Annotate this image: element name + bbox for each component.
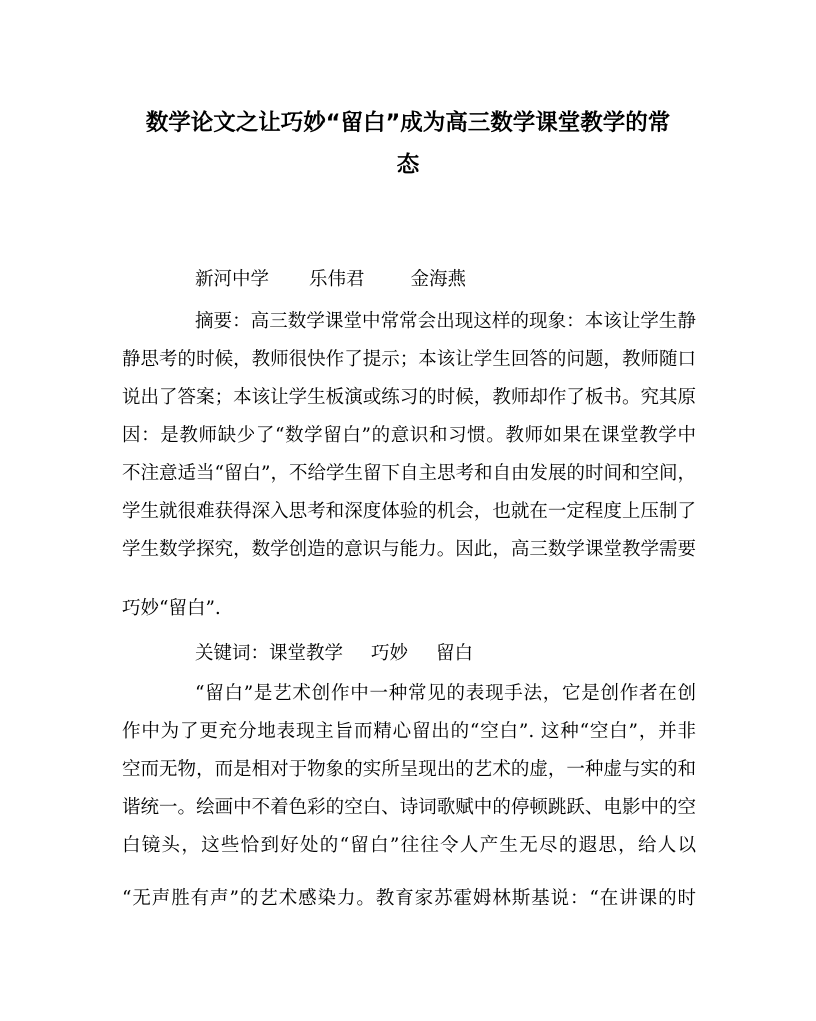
body-line: 谐统一。绘画中不着色彩的空白、诗词歌赋中的停顿跳跃、电影中的空 — [122, 797, 696, 818]
document-title-line-1: 数学论文之让巧妙“留白”成为高三数学课堂教学的常 — [145, 110, 671, 136]
abstract-line: 学生就很难获得深入思考和深度体验的机会，也就在一定程度上压制了 — [122, 501, 696, 522]
abstract-line: 因：是教师缺少了“数学留白”的意识和习惯。教师如果在课堂教学中 — [122, 425, 696, 446]
abstract-line: 摘要：高三数学课堂中常常会出现这样的现象：本该让学生静 — [195, 311, 696, 332]
body-line: 空而无物，而是相对于物象的实所呈现出的艺术的虚，一种虚与实的和 — [122, 759, 696, 780]
abstract-line: 说出了答案；本该让学生板演或练习的时候，教师却作了板书。究其原 — [122, 387, 696, 408]
body-line: “留白”是艺术创作中一种常见的表现手法，它是创作者在创 — [195, 683, 696, 704]
body-line: “无声胜有声”的艺术感染力。教育家苏霍姆林斯基说：“在讲课的时 — [122, 888, 696, 909]
abstract-line: 静思考的时候，教师很快作了提示；本该让学生回答的问题，教师随口 — [122, 349, 696, 370]
author-line — [195, 268, 466, 292]
keyword: 课堂教学 — [269, 643, 344, 664]
author-name: 金海燕 — [410, 269, 467, 290]
body-line: 白镜头，这些恰到好处的“留白”往往令人产生无尽的遐思，给人以 — [122, 835, 696, 856]
keywords-label: 关键词： — [195, 643, 270, 664]
keywords-line — [195, 642, 473, 666]
abstract-line: 不注意适当“留白”，不给学生留下自主思考和自由发展的时间和空间， — [122, 463, 696, 484]
keyword: 留白 — [436, 643, 474, 664]
keyword: 巧妙 — [371, 643, 409, 664]
author-name: 乐伟君 — [309, 269, 365, 290]
school-name: 新河中学 — [195, 269, 270, 290]
body-line: 作中为了更充分地表现主旨而精心留出的“空白”. 这种“空白”，并非 — [122, 721, 696, 742]
abstract-line: 巧妙“留白”. — [122, 598, 221, 619]
document-title-line-2: 态 — [396, 152, 420, 178]
abstract-line: 学生数学探究，数学创造的意识与能力。因此，高三数学课堂教学需要 — [122, 539, 696, 560]
